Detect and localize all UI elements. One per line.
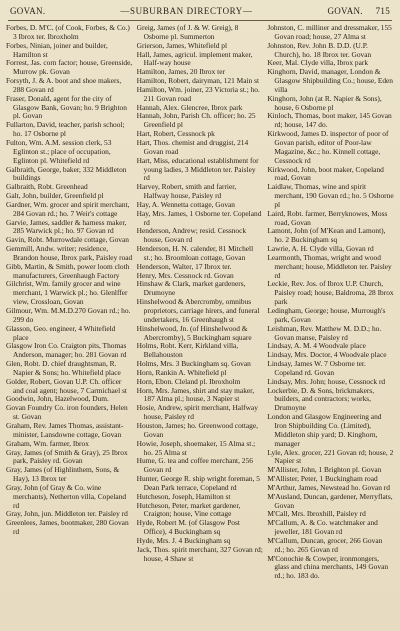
directory-entry: Laidlaw, Thomas, wine and spirit merchant, 190 Govan rd.; ho. 5 Osborne pl xyxy=(267,182,394,209)
directory-entry: Lockerbie, D. & Sons, brickmakers, builders, and contractors; works, Drumoyne xyxy=(267,385,375,413)
directory-entry: Grierson, James, Whitefield pl xyxy=(136,40,228,50)
header-left: GOVAN. xyxy=(10,6,46,16)
directory-entry: Graham, Rev. James Thomas, assistant-minister, Lansdowne cottage, Govan xyxy=(6,420,124,439)
directory-entry: Hamilton, Wm. joiner, 23 Victoria st.; ho. 211 Govan road xyxy=(136,84,260,103)
directory-entry: Garvie, James, saddler & harness maker, 285 Warwick pl.; ho. 97 Govan rd xyxy=(6,217,127,236)
directory-entry: Harvey, Robert, smith and farrier, Halfway house, Paisley rd xyxy=(136,182,237,201)
directory-entry: Henderson, Walter, 17 Ibrox ter. xyxy=(136,261,232,271)
directory-entry: Hamilton, James, 20 Ibrox ter xyxy=(136,67,225,77)
directory-entry: Keer, Mal. Clyde villa, Ibrox park xyxy=(267,58,369,68)
directory-entry: Galbraith, Robt. Greenhead xyxy=(6,182,88,192)
directory-entry: Hosie, Andrew, spirit merchant, Halfway house, Paisley rd xyxy=(136,403,258,422)
directory-entry: Lamont, John (of M'Kean and Lamont), ho. 2 Buckingham sq xyxy=(267,226,386,245)
directory-entry: Hart, Robert, Cessnock pk xyxy=(136,129,215,139)
directory-entry: Gray, James (of Smith & Gray), 25 Ibrox park, Paisley rd. Govan xyxy=(6,447,128,466)
directory-entry: Goodwin, John, Hazelwood, Dum. xyxy=(6,394,109,404)
directory-entry: Holms, Mrs. 3 Buckingham sq. Govan xyxy=(136,359,251,369)
directory-entry: Leishman, Rev. Matthew M. D.D.; ho. Govan manse, Paisley rd xyxy=(267,323,382,342)
directory-entry: Fullarton, David, teacher, parish school; ho. 17 Osborne pl xyxy=(6,120,125,139)
directory-entry: Henry, Mrs. Cessnock rd. Govan xyxy=(136,270,234,280)
directory-entry: Horn, Ebon. Cleland pl. Ibroxholm xyxy=(136,376,241,386)
directory-entry: Gavin, Robt. Murrowdale cottage, Govan xyxy=(6,235,129,245)
directory-entry: Hutcheson, Peter, market gardener, Craigton; house, Vine cottage xyxy=(136,500,241,519)
column-1 xyxy=(6,24,133,627)
directory-entry: Forbes, D. M'C. (of Cook, Forbes, & Co.) 3 Ibrox ter. Ibroxholm xyxy=(6,24,130,41)
directory-entry: Gray, John (of Gray & Co. wine merchants), Netherton villa, Copeland rd xyxy=(6,482,127,510)
directory-entry: M'Allister, Peter, 1 Buckingham road xyxy=(267,474,378,484)
directory-entry: Lindsay, Mrs. John; house, Cessnock rd xyxy=(267,376,386,386)
header-center-text: SUBURBAN DIRECTORY xyxy=(129,6,243,16)
directory-entry: Gibb, Martin, & Smith, power loom cloth manufacturers, Greenhaugh Factory xyxy=(6,261,130,280)
directory-entry: Jack, Thos. spirit merchant, 327 Govan rd; house, 4 Shaw st xyxy=(136,544,263,563)
directory-entry: Hume, G. tea and coffee merchant, 256 Govan rd xyxy=(136,456,253,475)
directory-entry: Johnston, Rev. John B. D.D. (U.P. Church), ho. 18 Ibrox ter. Govan xyxy=(267,40,372,59)
directory-entry: Gilchrist, Wm. family grocer and wine merchant, 1 Warwick pl.; ho. Glenlffer view, Crossloan, Govan xyxy=(6,279,128,307)
directory-entry: Houston, James; ho. Greenwood cottage, Govan xyxy=(136,420,258,439)
directory-entry: Fulton, Wm. A.M. session clerk, 53 Eglinton st.; place of occupation, Eglinton pl. Whitefield rd xyxy=(6,137,112,165)
page-header xyxy=(10,6,390,20)
directory-entry: Kinloch, Thomas, boot maker, 145 Govan rd; house, 147 do. xyxy=(267,111,392,130)
directory-entry: Forbes, Ninian, joiner and builder, Hamilton st xyxy=(6,40,108,59)
header-center: —SUBURBAN DIRECTORY— xyxy=(120,6,253,16)
header-right-text: GOVAN. xyxy=(327,6,363,16)
directory-entry: Gilmour, Wm. M.M.D.270 Govan rd.; ho. 299 do xyxy=(6,306,131,324)
directory-entry: Henderson, Andrew; resid. Cessnock house, Govan rd xyxy=(136,226,247,245)
directory-entry: Hinshaw & Clark, market gardeners, Drumoyne xyxy=(136,279,246,298)
directory-entry: Holms, Robt. Kerr, Kirkland villa, Bellahouston xyxy=(136,341,239,360)
directory-entry: M'Arthur, James, Newstead ho. Govan rd xyxy=(267,482,390,492)
directory-entry: Henderson, H. N. calender, 81 Mitchell st.; ho. Broomloan cottage, Govan xyxy=(136,244,254,262)
directory-entry: Learmonth, Thomas, wright and wood merchant; house, Middleton ter. Paisley rd xyxy=(267,252,392,280)
directory-entry: Hunter, George R. ship wright foreman, 5 Dean Park terrace, Copeland rd xyxy=(136,474,261,492)
directory-entry: Graham, Wm. farmer, Ibrox xyxy=(6,438,89,448)
directory-entry: London and Glasgow Engineering and Iron Shipbuilding Co. (Limited), Middleton ship yard; D. Kinghorn, manager xyxy=(267,412,382,448)
directory-entry: Johnston, C. milliner and dressmaker, 155 Govan road; house, 27 Alma st xyxy=(267,24,392,41)
directory-entry: Gray, John, jun. Middleton ter. Paisley rd xyxy=(6,509,128,519)
directory-entry: Kinghorn, David, manager, London & Glasgow Shipbuilding Co.; house, Eden villa xyxy=(267,67,394,94)
directory-entry: Gray, James (of Highlinthem, Sons, & Hay), 13 Ibrox ter xyxy=(6,465,120,484)
directory-entry: Golder, Robert, Govan U.P. Ch. officer and coal agent; house, 7 Carmichael st xyxy=(6,376,127,395)
directory-entry: Fraser, Donald, agent for the city of Glasgow Bank, Govan; ho. 9 Brighton pl. Govan xyxy=(6,93,127,121)
directory-entry: Kirkwood, John, boot maker, Copeland road, Govan xyxy=(267,164,384,183)
directory-entry: Horn, Mrs. James, shirt and stay maker, 187 Alma pl.; house, 3 Napier st xyxy=(136,385,255,404)
directory-entry: Hyde, Robert M. (of Glasgow Post Office), 4 Buckingham sq xyxy=(136,518,240,537)
directory-entry: Glasson, Geo. engineer, 4 Whitefield place xyxy=(6,323,116,342)
directory-entry: Greenlees, James, bootmaker, 280 Govan rd xyxy=(6,518,129,537)
directory-entry: M'Callum, Duncan, grocer, 266 Govan rd.; ho. 265 Govan rd xyxy=(267,535,383,554)
directory-entry: Leckie, Rev. Jos. of Ibrox U.P. Church, Paisley road; house, Baldroma, 28 Ibrox park xyxy=(267,279,394,307)
directory-entry: Lindsay, A. M. 4 Woodvale place xyxy=(267,341,366,351)
page-number: 715 xyxy=(375,6,390,16)
directory-entry: Govan Foundry Co. iron founders, Helen st. Govan xyxy=(6,403,128,422)
column-3 xyxy=(267,24,394,627)
directory-entry: Hall, James, agricul. implement maker, Half-way house xyxy=(136,49,253,68)
directory-entry: M'Conochie & Cowper, ironmongers, glass and china merchants, 149 Govan rd.; ho. 183 do. xyxy=(267,553,389,581)
directory-entry: Kinghorn, John (at R. Napier & Sons), house, 6 Osborne pl xyxy=(267,93,382,112)
directory-entry: Hannah, John, Parish Ch. officer; ho. 25 Greenfield pl xyxy=(136,111,256,130)
directory-entry: M'Allister, John, 1 Brighton pl. Govan xyxy=(267,465,382,475)
directory-entry: M'Callum, A. & Co. watchmaker and jeweller, 181 Govan rd xyxy=(267,518,378,537)
directory-entry: Horn, Rankin A. Whitefield pl xyxy=(136,367,227,377)
directory-entry: Hay, Mrs. James, 1 Osborne ter. Copeland rd xyxy=(136,208,262,227)
directory-entry: Hyde, Mrs. J. 4 Buckingham sq xyxy=(136,535,231,545)
directory-entry: Hannah, Alex. Glencree, Ibrox park xyxy=(136,102,243,112)
directory-entry: Glen, Robt. D. chief draughtsman, R. Napier & Sons; ho. Whitefield place xyxy=(6,359,121,377)
directory-entry: Hay, A. Wennetta cottage, Govan xyxy=(136,199,235,209)
directory-entry: Lawrie, A. H. Clyde villa, Govan rd xyxy=(267,244,374,254)
directory-entry: Howie, Joseph, shoemaker, 15 Alma st.; ho. 25 Alma st xyxy=(136,438,256,457)
directory-entry: Ledingham, George; house, Murrough's park, Govan xyxy=(267,306,386,324)
directory-entry: Hamilton, Robert, dairyman, 121 Main st xyxy=(136,76,260,86)
directory-entry: Forrest, Jas. corn factor; house, Greenside, Murrow pk. Govan xyxy=(6,58,133,77)
directory-entry: Hutcheson, Joseph, Hamilton st xyxy=(136,491,231,501)
directory-entry: Hart, Miss, educational establishment for young ladies, 3 Middleton ter. Paisley rd xyxy=(136,155,259,183)
directory-entry: Lyle, Alex. grocer, 221 Govan rd; house, 2 Napier st xyxy=(267,447,394,466)
directory-entry: Gemmill, Andw. writer; residence, Brandon house, Ibrox park, Paisley road xyxy=(6,244,133,262)
directory-entry: Lindsay, James W. 7 Osborne ter. Copeland rd. Govan xyxy=(267,359,366,377)
header-right xyxy=(327,6,390,16)
directory-entry: Gardner, Wm. grocer and spirit merchant, 284 Govan rd.; ho. 7 Weir's cottage xyxy=(6,199,130,218)
directory-entry: Galt, John, builder, Greenfield pl xyxy=(6,191,104,201)
directory-entry: Hart, Thos. chemist and druggist, 214 Govan road xyxy=(136,137,249,156)
directory-columns xyxy=(6,24,394,627)
directory-entry: Forsyth, J. & A. boot and shoe makers, 288 Govan rd xyxy=(6,76,122,94)
directory-entry: Greig, James (of J. & W. Greig), 8 Osborne pl. Summerton xyxy=(136,24,239,41)
header-rule xyxy=(8,20,392,21)
directory-entry: Lindsay, Mrs. Doctor, 4 Woodvale place xyxy=(267,350,387,360)
directory-entry: Hinshelwood & Abercromby, omnibus proprietors, carriage hirers, and funeral undertakers, 16 Greenhaugh st xyxy=(136,297,260,324)
column-2 xyxy=(137,24,264,627)
directory-entry: Hinshelwood, Jn. (of Hinshelwood & Abercromby), 5 Buckingham square xyxy=(136,323,252,342)
directory-entry: Glasgow Iron Co. Craigton pits, Thomas Anderson, manager; ho. 281 Govan rd xyxy=(6,341,127,360)
directory-entry: Kirkwood, James D. inspector of poor of Govan parish, editor of Poor-law Magazine, &c.; ho. Kinnell cottage, Cessnock rd xyxy=(267,129,389,165)
directory-entry: Laird, Robt. farmer, Berryknowes, Moss road, Govan xyxy=(267,208,388,227)
directory-entry: M'Ausland, Duncan, gardener, Merryflats, Govan xyxy=(267,491,393,510)
directory-entry: M'Call, Mrs. Ibroxhill, Paisley rd xyxy=(267,509,366,519)
directory-entry: Galbraith, George, baker, 332 Middleton buildings xyxy=(6,164,127,183)
